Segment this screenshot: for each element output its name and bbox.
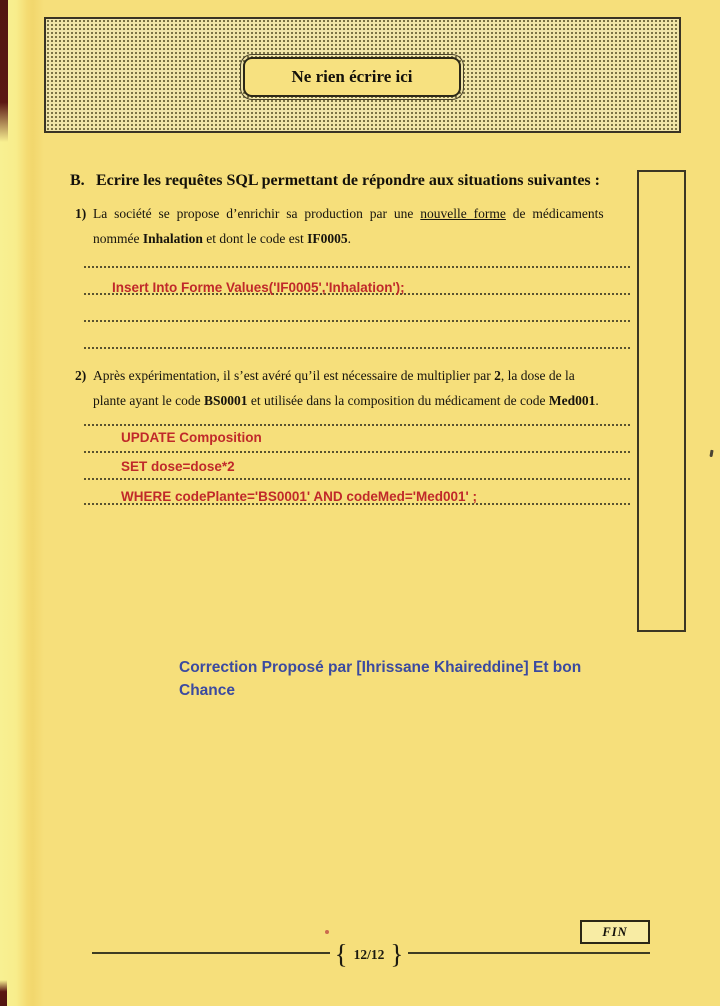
question-2-number: 2) (75, 368, 87, 383)
page-number: 12/12 (353, 947, 385, 962)
stray-pen-mark (709, 450, 713, 457)
question-2-text (93, 363, 635, 413)
question-2-answer-sql-line-3: WHERE codePlante='BS0001' AND codeMed='Med001' ; (121, 489, 477, 504)
question-2-line-2: plante ayant le code BS0001 et utilisée dans la composition du médicament de code Med001. (93, 393, 599, 408)
do-not-write-label: Ne rien écrire ici (291, 67, 413, 86)
page-left-edge-shading (0, 0, 44, 1006)
answer-dotted-line (84, 451, 630, 453)
question-1 (75, 201, 635, 251)
answer-dotted-line (84, 320, 630, 322)
answer-dotted-line (84, 424, 630, 426)
question-1-line-1: La société se propose d’enrichir sa production par une nouvelle forme de médicaments (93, 206, 604, 221)
correction-author-note (179, 656, 581, 702)
correction-note-line-2: Chance (179, 682, 235, 699)
fin-box (580, 920, 650, 944)
right-brace-glyph: } (390, 939, 404, 969)
question-1-text (93, 201, 635, 251)
do-not-write-box (243, 57, 461, 97)
section-title: Ecrire les requêtes SQL permettant de répondre aux situations suivantes : (96, 172, 600, 189)
question-2 (75, 363, 635, 413)
answer-dotted-line (84, 266, 630, 268)
question-2-answer-sql-line-1: UPDATE Composition (121, 430, 262, 445)
question-2-line-1: Après expérimentation, il s’est avéré qu’il est nécessaire de multiplier par 2, la dose de la (93, 368, 575, 383)
scan-edge-artifact-bottom (0, 980, 7, 1006)
scan-edge-artifact-top (0, 0, 8, 142)
question-1-number: 1) (75, 206, 87, 221)
question-1-answer-sql: Insert Into Forme Values('IF0005','Inhalation'); (112, 280, 405, 295)
answer-dotted-line (84, 478, 630, 480)
page-number-badge (330, 938, 408, 970)
correction-note-line-1: Correction Proposé par [Ihrissane Khaireddine] Et bon (179, 659, 582, 676)
section-letter: B. (70, 172, 85, 189)
question-2-answer-sql-line-2: SET dose=dose*2 (121, 459, 235, 474)
section-b-heading (70, 172, 650, 190)
answer-dotted-line (84, 347, 630, 349)
fin-label: FIN (602, 924, 628, 939)
grading-box (637, 170, 686, 632)
left-brace-glyph: { (334, 939, 348, 969)
question-1-line-2: nommée Inhalation et dont le code est IF0005. (93, 231, 351, 246)
scan-speck (325, 930, 329, 934)
